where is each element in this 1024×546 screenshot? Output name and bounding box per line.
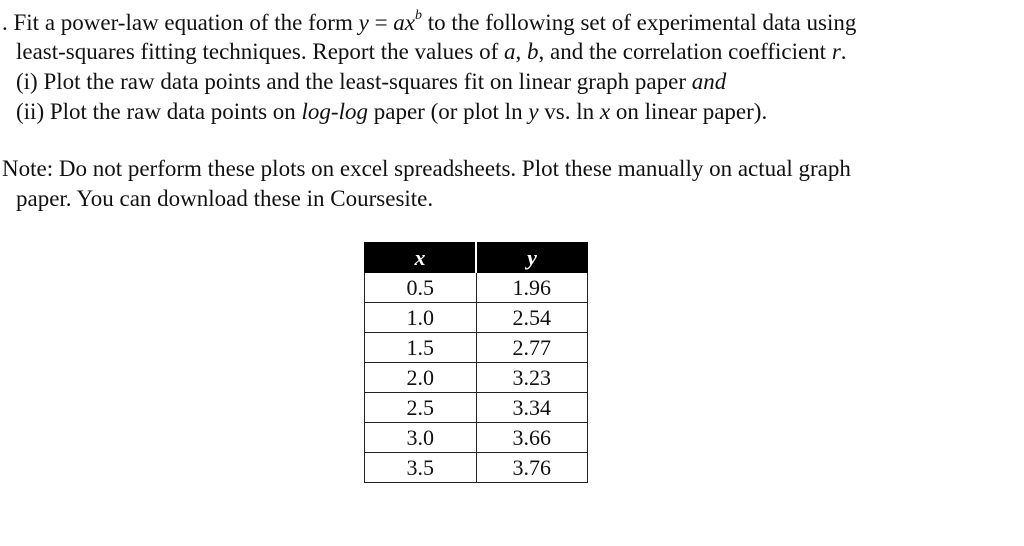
table-row [365,393,588,423]
line4-text-3: vs. ln [538,99,600,124]
table-row [365,453,588,483]
line3-text: (i) Plot the raw data points and the least-squares fit on linear graph paper [16,69,692,94]
formula-exponent: b [415,8,423,24]
header-y: y [476,243,588,273]
line4-text-4: on linear paper). [610,99,768,124]
table-row [365,273,588,303]
problem-intro-suffix: to the following set of experimental data using [422,10,857,35]
cell-x: 3.0 [365,423,477,453]
table-row [365,363,588,393]
data-table-container [364,242,588,483]
table-row [365,423,588,453]
line3-and: and [691,69,727,94]
note-line-1: Note: Do not perform these plots on excel spreadsheets. Plot these manually on actual graph [2,156,851,181]
var-b: b [526,39,539,64]
formula-ax: ax [393,10,416,35]
cell-y: 3.23 [476,363,588,393]
header-x: x [365,243,477,273]
line4-text-2: paper (or plot ln [368,99,529,124]
cell-y: 3.66 [476,423,588,453]
cell-y: 2.54 [476,303,588,333]
table-row [365,303,588,333]
note-line-2: paper. You can download these in Coursesite. [16,186,434,211]
line2-period: . [840,39,847,64]
line2-text-1: least-squares fitting techniques. Report the values of [16,39,504,64]
table-header-row [365,243,588,273]
formula-equals: = [368,10,394,35]
cell-y: 3.34 [476,393,588,423]
cell-x: 0.5 [365,273,477,303]
problem-line-2 [16,38,847,66]
cell-y: 1.96 [476,273,588,303]
problem-line-1 [2,9,856,37]
line4-var-y: y [528,99,539,124]
cell-x: 2.5 [365,393,477,423]
cell-x: 3.5 [365,453,477,483]
line4-loglog: log-log [301,99,368,124]
var-a: a [503,39,516,64]
line4-var-x: x [599,99,611,124]
problem-line-3 [16,68,726,96]
line4-text-1: (ii) Plot the raw data points on [16,99,302,124]
cell-y: 3.76 [476,453,588,483]
table-row [365,333,588,363]
formula-y: y [358,10,369,35]
line2-text-2: , and the correlation coefficient [538,39,832,64]
cell-x: 1.5 [365,333,477,363]
problem-line-4 [16,98,767,126]
cell-x: 1.0 [365,303,477,333]
cell-y: 2.77 [476,333,588,363]
cell-x: 2.0 [365,363,477,393]
problem-intro-prefix: . Fit a power-law equation of the form [2,10,359,35]
line2-comma: , [515,39,527,64]
var-r: r [831,39,841,64]
data-table [364,242,588,483]
